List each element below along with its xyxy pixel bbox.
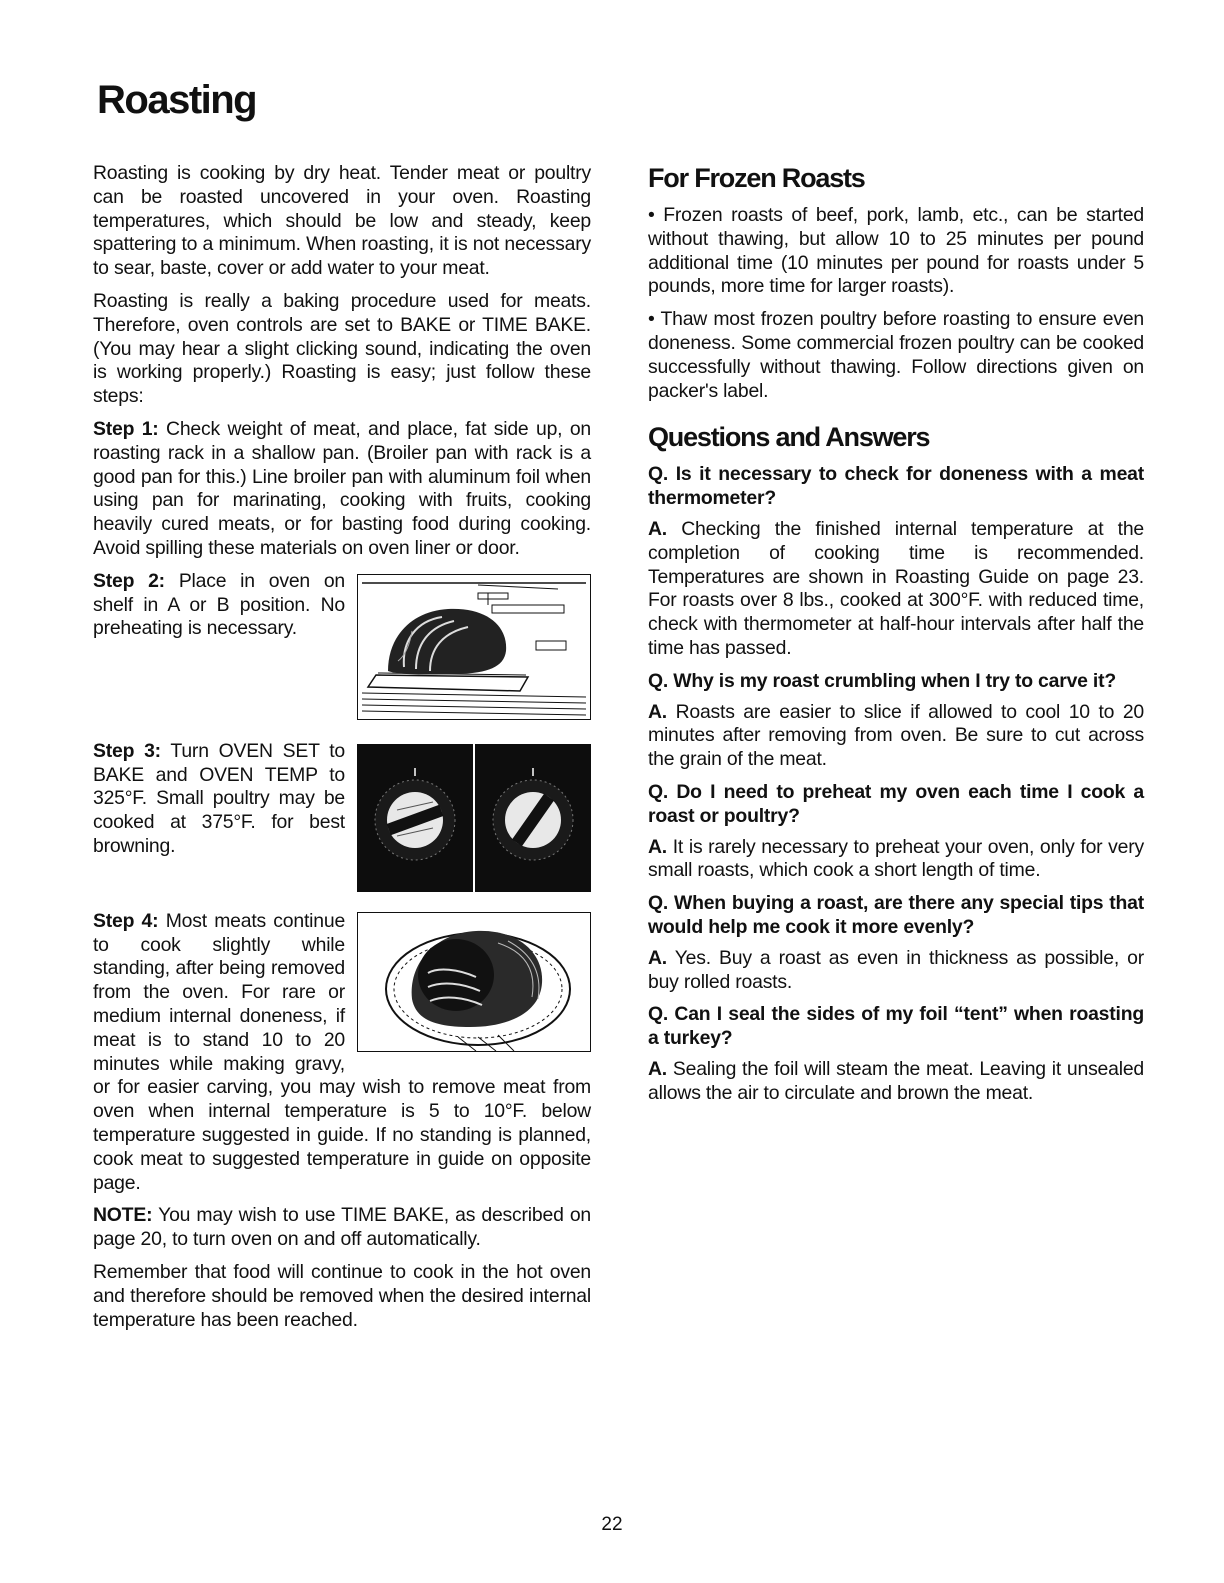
question-4-lead: Q.	[648, 892, 669, 915]
right-column	[648, 162, 1144, 1115]
answer-3-text: It is rarely necessary to preheat your oven, only for very small roasts, which cook a short length of time.	[648, 835, 1144, 882]
question-1-lead: Q.	[648, 463, 669, 486]
question-3	[648, 781, 1144, 829]
answer-1	[648, 518, 1144, 661]
intro-paragraph-2: Roasting is really a baking procedure used for meats. Therefore, oven controls are set to BAKE or TIME BAKE. (You may hear a slight clicking sound, indicating the oven is working properly.) Roasting is easy; just follow these steps:	[93, 289, 591, 408]
page-title: Roasting	[97, 78, 257, 122]
question-2-text: Why is my roast crumbling when I try to carve it?	[673, 669, 1117, 692]
answer-1-text: Checking the finished internal temperature at the completion of cooking time is recommended. Temperatures are shown in Roasting Guide on page 23. For roasts over 8 lbs., cooked at 300°F. with reduced time, check with thermometer at half-hour intervals after half the time has passed.	[648, 517, 1144, 659]
step-4-text: Most meats continue to cook slightly while standing, after being removed from the oven. For rare or medium internal doneness, if meat is to stand 10 to 20 minutes while making gravy, or for easier carving, you may wish to remove meat from oven when internal temperature is 5 to 10°F. below temperature suggested in guide. If no standing is planned, cook meat to suggested temperature in guide on opposite page.	[93, 909, 591, 1194]
answer-4-lead: A.	[648, 946, 667, 969]
answer-4-text: Yes. Buy a roast as even in thickness as possible, or buy rolled roasts.	[648, 946, 1144, 993]
intro-paragraph-1: Roasting is cooking by dry heat. Tender meat or poultry can be roasted uncovered in your oven. Roasting temperatures, which should be low and steady, keep spattering to a minimum. When roasting, it is not necessary to sear, baste, cover or add water to your meat.	[93, 162, 591, 280]
question-5-text: Can I seal the sides of my foil “tent” when roasting a turkey?	[648, 1003, 1145, 1050]
page-number: 22	[601, 1514, 623, 1535]
question-3-text: Do I need to preheat my oven each time I cook a roast or poultry?	[648, 780, 1145, 827]
question-1	[648, 463, 1144, 511]
note-paragraph	[93, 1204, 591, 1252]
carved-roast-illustration	[357, 912, 591, 1052]
step-4-block	[93, 910, 591, 1196]
step-3-label: Step 3:	[93, 739, 161, 762]
questions-answers-heading: Questions and Answers	[648, 422, 930, 453]
answer-5-lead: A.	[648, 1057, 667, 1080]
answer-2-text: Roasts are easier to slice if allowed to cool 10 to 20 minutes after removing from oven. Be sure to cut across the grain of the meat.	[648, 700, 1144, 771]
question-3-lead: Q.	[648, 780, 669, 803]
step-1	[93, 418, 591, 561]
step-4-label: Step 4:	[93, 909, 159, 932]
answer-2	[648, 701, 1144, 772]
question-4-text: When buying a roast, are there any special tips that would help me cook it more evenly?	[648, 892, 1144, 938]
question-2	[648, 670, 1144, 694]
step-3-block	[93, 740, 591, 910]
answer-5-text: Sealing the foil will steam the meat. Leaving it unsealed allows the air to circulate and brown the meat.	[648, 1057, 1145, 1104]
step-2-label: Step 2:	[93, 569, 165, 592]
closing-paragraph: Remember that food will continue to cook in the hot oven and therefore should be removed when the desired internal temperature has been reached.	[93, 1260, 591, 1331]
question-2-lead: Q.	[648, 669, 669, 692]
step-1-text: Check weight of meat, and place, fat side up, on roasting rack in a shallow pan. (Broiler pan with rack is a good pan for this.) Line broiler pan with aluminum foil when using pan for marinating, cooking with fruits, cooking heavily cured meats, or for basting food during cooking. Avoid spilling these materials on oven liner or door.	[93, 417, 591, 559]
note-text: You may wish to use TIME BAKE, as described on page 20, to turn oven on and off automatically.	[93, 1204, 591, 1251]
answer-3-lead: A.	[648, 835, 667, 858]
roast-in-pan-illustration	[357, 574, 591, 720]
oven-dials-drawing	[357, 744, 591, 892]
answer-3	[648, 836, 1144, 884]
left-column	[93, 162, 591, 1341]
step-2-block	[93, 570, 591, 740]
roast-in-pan-drawing	[358, 575, 590, 719]
question-5	[648, 1003, 1144, 1051]
answer-4	[648, 947, 1144, 995]
answer-5	[648, 1058, 1144, 1106]
answer-1-lead: A.	[648, 517, 667, 540]
carved-roast-drawing	[358, 913, 590, 1051]
note-label: NOTE:	[93, 1204, 153, 1227]
frozen-roasts-heading: For Frozen Roasts	[648, 163, 865, 193]
step-1-label: Step 1:	[93, 417, 159, 440]
step-3-text: Turn OVEN SET to BAKE and OVEN TEMP to 325°F. Small poultry may be cooked at 375°F. for best browning.	[93, 739, 345, 857]
question-4	[648, 892, 1144, 940]
question-1-text: Is it necessary to check for doneness with a meat thermometer?	[648, 463, 1144, 510]
frozen-bullet-1: • Frozen roasts of beef, pork, lamb, etc., can be started without thawing, but allow 10 to 25 minutes per pound additional time (10 minutes per pound for roasts under 5 pounds, more time for larger roasts).	[648, 204, 1144, 298]
frozen-bullet-2: • Thaw most frozen poultry before roasting to ensure even doneness. Some commercial frozen poultry can be cooked successfully without thawing. Follow directions given on packer's label.	[648, 308, 1144, 402]
answer-2-lead: A.	[648, 700, 667, 723]
question-5-lead: Q.	[648, 1003, 669, 1026]
oven-dials-illustration	[357, 744, 591, 892]
step-2-text: Place in oven on shelf in A or B position. No preheating is necessary.	[93, 569, 346, 640]
